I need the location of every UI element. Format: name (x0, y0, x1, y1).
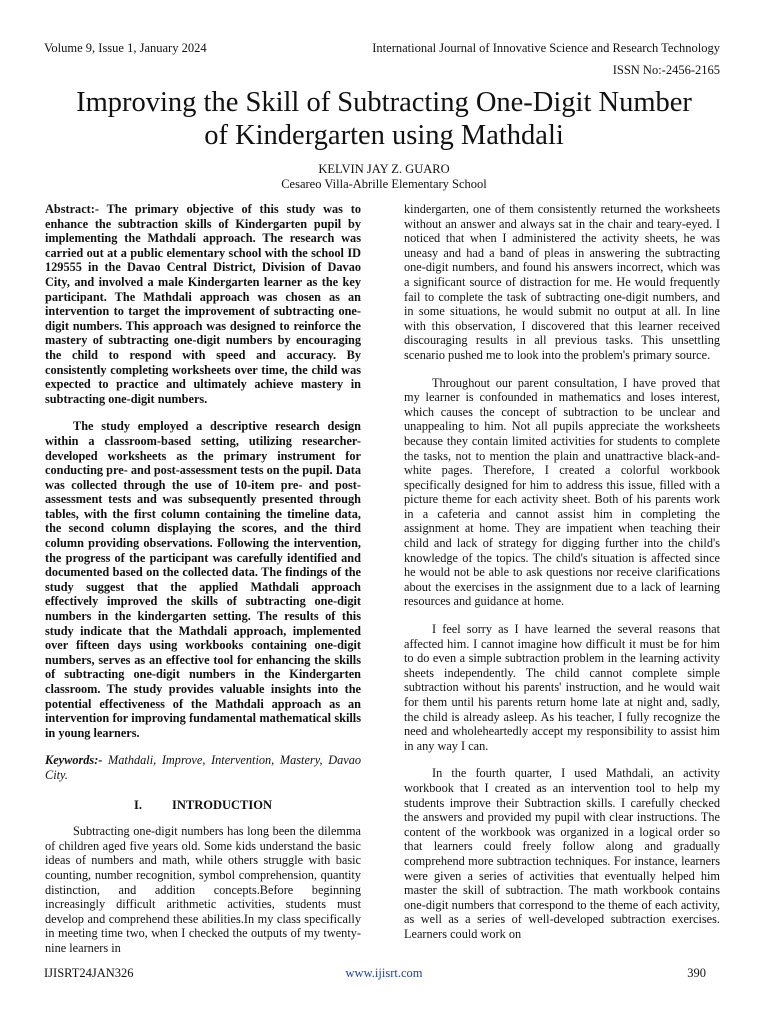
author-affiliation: Cesareo Villa-Abrille Elementary School (281, 177, 487, 191)
abstract-paragraph-1: Abstract:- The primary objective of this study was to enhance the subtraction skills of Kindergarten pupil by implementing the Mathdali approach. The research was carried out at a public elementary school with the school ID 129555 in the Davao Central District, Division of Davao City, and involved a male Kindergarten learner as the key participant. The Mathdali approach was chosen as an intervention to target the improvement of subtracting one-digit numbers. This approach was designed to reinforce the mastery of subtracting one-digit numbers by encouraging the child to respond with speed and accuracy. By consistently completing worksheets over time, the child was expected to practice and ultimately achieve mastery in subtracting one-digit numbers. (45, 202, 361, 406)
issn: ISSN No:-2456-2165 (612, 63, 720, 77)
keywords-list: Mathdali, Improve, Intervention, Mastery, Davao City. (45, 753, 361, 782)
journal-name: International Journal of Innovative Science and Research Technology (372, 41, 720, 55)
section-title: INTRODUCTION (171, 797, 272, 812)
right-column (404, 202, 720, 942)
keywords-label: Keywords:- (45, 753, 103, 768)
body-paragraph-1: kindergarten, one of them consistently returned the worksheets without an answer and always sat in the chair and teary-eyed. I noticed that when I administered the activity sheets, he was uneasy and had a band of pleas in answering the subtracting one-digit numbers, and found his answers incorrect, which was a significant source of distraction for me. He would frequently fail to complete the task of subtracting one-digit numbers, and in some situations, he would submit no output at all. In line with this observation, I discovered that this learner received discouraging results in all previous tasks. This unsettling scenario pushed me to look into the problem's primary source. (404, 202, 720, 362)
section-heading-introduction (45, 798, 361, 813)
website-link[interactable]: www.ijisrt.com (345, 966, 423, 980)
keywords (45, 753, 361, 782)
page-number: 390 (687, 966, 706, 980)
body-paragraph-3: I feel sorry as I have learned the several reasons that affected him. I cannot imagine how difficult it must be for him to do even a simple subtraction problem in the learning activity sheets independently. The child cannot complete simple subtraction without his parents' instruction, and he would wait for them until his parents return home late at night and, sadly, the child is already asleep. As his teacher, I fully recognize the need and wholeheartedly accept my responsibility to assist him in any way I can. (404, 622, 720, 753)
intro-paragraph-1: Subtracting one-digit numbers has long been the dilemma of children aged five years old. Some kids understand the basic ideas of numbers and math, while others struggle with basic counting, number recognition, symbol comprehension, quantity distinction, and addition concepts.Before beginning increasingly difficult arithmetic activities, students must develop and comprehend these abilities.In my class specifically in meeting time two, when I checked the outputs of my twenty-nine learners in (45, 824, 361, 955)
body-paragraph-4: In the fourth quarter, I used Mathdali, an activity workbook that I created as an intervention tool to help my students improve their Subtraction skills. I carefully checked the answers and provided my pupil with clear instructions. The content of the workbook was organized in a logical order so that learners could freely follow along and gradually comprehend more subtraction techniques. For instance, learners were given a series of activities that eventually helped him master the skill of subtraction. The math workbook contains one-digit numbers that correspond to the theme of each activity, as well as a series of well-developed subtraction exercises. Learners could work on (404, 766, 720, 941)
section-number: I. (133, 797, 142, 812)
paper-title (40, 86, 728, 152)
title-line-1: Improving the Skill of Subtracting One-Digit Number (76, 87, 692, 118)
author-name: KELVIN JAY Z. GUARO (318, 162, 450, 176)
left-column (45, 202, 361, 956)
volume-issue: Volume 9, Issue 1, January 2024 (44, 41, 207, 55)
abstract-paragraph-2: The study employed a descriptive research design within a classroom-based setting, utilizing researcher-developed worksheets as the primary instrument for conducting pre- and post-assessment tests on the pupil. Data was collected through the use of 10-item pre- and post-assessment tests and was subsequently presented through tables, with the first column containing the timeline data, the second column displaying the scores, and the third column providing observations. Following the intervention, the progress of the participant was carefully identified and documented based on the collected data. The findings of the study suggest that the applied Mathdali approach effectively improved the skills of subtracting one-digit numbers in the kindergarten setting. The results of this study indicate that the Mathdali approach, implemented over fifteen days using workbooks containing one-digit numbers, serves as an effective tool for enhancing the skills of subtracting one-digit numbers in the Kindergarten classroom. The study provides valuable insights into the potential effectiveness of the Mathdali approach as an intervention for improving fundamental mathematical skills in young learners. (45, 419, 361, 740)
body-paragraph-2: Throughout our parent consultation, I have proved that my learner is confounded in mathematics and loses interest, which causes the concept of subtraction to be unclear and unappealing to him. Not all pupils appreciate the worksheets because they contain limited activities for students to complete the tasks, not to mention the plain and unattractive black-and-white pages. Therefore, I created a colorful workbook specifically designed for him to address this issue, filled with a picture theme for each activity sheet. Both of his parents work in a cafeteria and cannot assist him in completing the assignment at home. They are impatient when teaching their child and lack of strategy for digging further into the child's knowledge of the topics. The child's situation is affected since he would not be able to ask questions nor receive clarifications about the exercises in the assignment due to a lack of learning resources and guidance at home. (404, 375, 720, 609)
paper-id: IJISRT24JAN326 (44, 966, 134, 980)
title-line-2: of Kindergarten using Mathdali (204, 120, 564, 151)
